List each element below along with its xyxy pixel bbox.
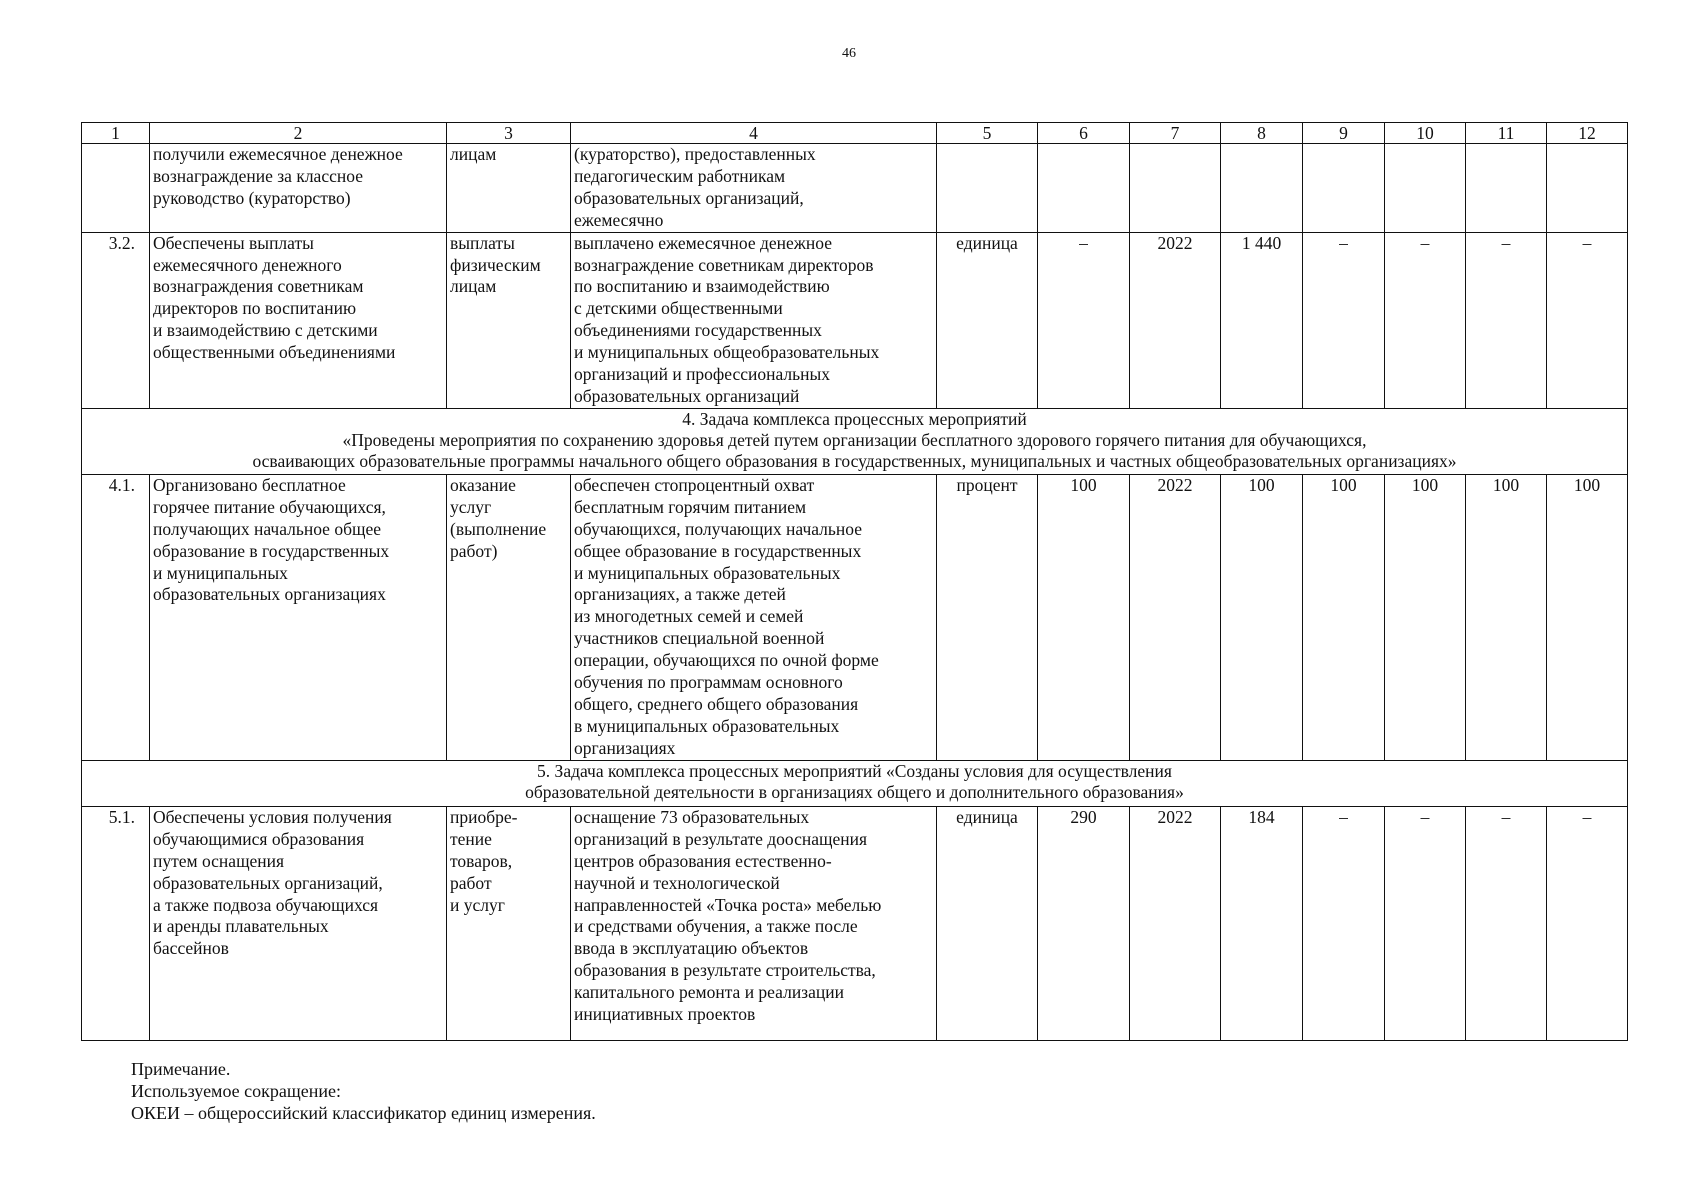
result-name-cell (150, 806, 447, 1040)
page-number: 46 (842, 46, 856, 61)
header-cell: 1 (82, 123, 150, 144)
cell-line: вознаграждение за классное (153, 165, 363, 186)
table-row (82, 474, 1628, 760)
cell-line: обучающихся, получающих начальное (574, 518, 862, 539)
header-cell: 10 (1385, 123, 1466, 144)
cell-line: инициативных проектов (574, 1004, 756, 1025)
value-cell: 1 440 (1221, 232, 1303, 408)
cell-line: участников специальной военной (574, 628, 825, 649)
cell-line: горячее питание обучающихся, (153, 496, 386, 517)
section-title-cell (82, 760, 1628, 806)
value-cell: 2022 (1130, 806, 1221, 1040)
cell-line: объединениями государственных (574, 320, 822, 341)
footnote-line: ОКЕИ – общероссийский классификатор единиц измерения. (131, 1103, 596, 1123)
value-cell: 100 (1303, 474, 1385, 760)
value-cell (1038, 144, 1130, 233)
result-name-cell (150, 144, 447, 233)
cell-line: организациях, а также детей (574, 584, 786, 605)
section-title-line: образовательной деятельности в организациях общего и дополнительного образования» (525, 781, 1184, 802)
cell-line: образовательных организаций, (574, 187, 804, 208)
value-cell: – (1385, 232, 1466, 408)
footnote-line: Примечание. (131, 1059, 231, 1079)
cell-line: ежемесячного денежного (153, 254, 342, 275)
characteristic-cell (571, 474, 937, 760)
cell-line: оснащение 73 образовательных (574, 806, 810, 827)
row-number-cell: 4.1. (82, 474, 150, 760)
value-cell: – (1385, 806, 1466, 1040)
value-cell: 100 (1038, 474, 1130, 760)
cell-line: получающих начальное общее (153, 518, 381, 539)
value-cell: единица (937, 232, 1038, 408)
cell-line: и муниципальных (153, 562, 288, 583)
cell-line: образовательных организаций (574, 385, 800, 406)
cell-line: и услуг (450, 894, 505, 915)
section-title-line: осваивающих образовательные программы начального общего образования в государственных, муниципальных и частных общеобразовательных организациях» (252, 450, 1457, 471)
section-title-line: 4. Задача комплекса процессных мероприятий (682, 408, 1027, 429)
row-number-cell (82, 144, 150, 233)
cell-line: товаров, (450, 850, 513, 871)
header-cell: 8 (1221, 123, 1303, 144)
section-title-cell (82, 408, 1628, 474)
cell-line: образовательных организаций, (153, 872, 383, 893)
cell-line: работ (450, 872, 492, 893)
value-cell: – (1303, 232, 1385, 408)
cell-line: организаций в результате дооснащения (574, 828, 867, 849)
result-type-cell (447, 144, 571, 233)
value-cell: 100 (1547, 474, 1628, 760)
cell-line: общее образование в государственных (574, 540, 862, 561)
cell-line: организациях (574, 737, 676, 758)
table-row (82, 806, 1628, 1040)
value-cell: 184 (1221, 806, 1303, 1040)
cell-line: организаций и профессиональных (574, 364, 830, 385)
cell-line: услуг (450, 496, 492, 517)
value-cell (1466, 144, 1547, 233)
table-header-row (82, 123, 1628, 144)
cell-line: получили ежемесячное денежное (153, 144, 403, 164)
cell-line: научной и технологической (574, 872, 780, 893)
row-number-cell: 3.2. (82, 232, 150, 408)
value-cell (1221, 144, 1303, 233)
header-cell: 9 (1303, 123, 1385, 144)
header-cell: 2 (150, 123, 447, 144)
row-number-cell: 5.1. (82, 806, 150, 1040)
header-cell: 3 (447, 123, 571, 144)
value-cell: 100 (1221, 474, 1303, 760)
cell-line: приобре- (450, 806, 518, 827)
cell-line: и муниципальных образовательных (574, 562, 841, 583)
cell-line: (выполнение (450, 518, 547, 539)
cell-line: директоров по воспитанию (153, 298, 357, 319)
value-cell (1547, 144, 1628, 233)
cell-line: обучающимися образования (153, 828, 365, 849)
cell-line: Обеспечены условия получения (153, 806, 392, 827)
table-body (82, 123, 1628, 1041)
cell-line: руководство (кураторство) (153, 187, 351, 208)
cell-line: образование в государственных (153, 540, 390, 561)
result-type-cell (447, 806, 571, 1040)
cell-line: ввода в эксплуатацию объектов (574, 938, 809, 959)
cell-line: из многодетных семей и семей (574, 606, 804, 627)
result-name-cell (150, 232, 447, 408)
value-cell: единица (937, 806, 1038, 1040)
cell-line: и взаимодействию с детскими (153, 320, 378, 341)
value-cell: 100 (1466, 474, 1547, 760)
cell-line: в муниципальных образовательных (574, 715, 840, 736)
result-type-cell (447, 474, 571, 760)
table-row (82, 232, 1628, 408)
cell-line: лицам (450, 276, 497, 297)
cell-line: образования в результате строительства, (574, 960, 876, 981)
footnote-line: Используемое сокращение: (131, 1081, 341, 1101)
characteristic-cell (571, 806, 937, 1040)
section-row (82, 408, 1628, 474)
section-title-line: 5. Задача комплекса процессных мероприятий «Созданы условия для осуществления (537, 760, 1172, 781)
footnote (131, 1058, 596, 1124)
cell-line: оказание (450, 474, 516, 495)
section-row (82, 760, 1628, 806)
indicators-table (81, 122, 1628, 1041)
cell-line: и муниципальных общеобразовательных (574, 342, 880, 363)
cell-line: по воспитанию и взаимодействию (574, 276, 830, 297)
value-cell: – (1303, 806, 1385, 1040)
section-title-line: «Проведены мероприятия по сохранению здоровья детей путем организации бесплатного здорового горячего питания для обучающихся, (342, 429, 1367, 450)
table-row (82, 144, 1628, 233)
value-cell: 2022 (1130, 232, 1221, 408)
cell-line: Организовано бесплатное (153, 474, 346, 495)
cell-line: Обеспечены выплаты (153, 232, 314, 253)
cell-line: вознаграждение советникам директоров (574, 254, 874, 275)
value-cell (1385, 144, 1466, 233)
cell-line: общественными объединениями (153, 342, 396, 363)
cell-line: а также подвоза обучающихся (153, 894, 379, 915)
characteristic-cell (571, 232, 937, 408)
value-cell (937, 144, 1038, 233)
cell-line: путем оснащения (153, 850, 285, 871)
cell-line: выплачено ежемесячное денежное (574, 232, 832, 253)
cell-line: центров образования естественно- (574, 850, 832, 871)
header-cell: 7 (1130, 123, 1221, 144)
cell-line: капитального ремонта и реализации (574, 982, 844, 1003)
cell-line: ежемесячно (574, 209, 664, 230)
header-cell: 5 (937, 123, 1038, 144)
cell-line: операции, обучающихся по очной форме (574, 650, 879, 671)
value-cell: процент (937, 474, 1038, 760)
value-cell: – (1547, 232, 1628, 408)
value-cell: – (1466, 806, 1547, 1040)
cell-line: с детскими общественными (574, 298, 783, 319)
cell-line: работ) (450, 540, 498, 561)
result-type-cell (447, 232, 571, 408)
cell-line: бесплатным горячим питанием (574, 496, 807, 517)
cell-line: обеспечен стопроцентный охват (574, 474, 815, 495)
result-name-cell (150, 474, 447, 760)
cell-line: общего, среднего общего образования (574, 693, 859, 714)
cell-line: и аренды плавательных (153, 916, 329, 937)
value-cell: 100 (1385, 474, 1466, 760)
cell-line: обучения по программам основного (574, 672, 843, 693)
cell-line: бассейнов (153, 938, 229, 959)
header-cell: 12 (1547, 123, 1628, 144)
cell-line: педагогическим работникам (574, 165, 786, 186)
value-cell: 2022 (1130, 474, 1221, 760)
value-cell (1303, 144, 1385, 233)
cell-line: выплаты (450, 232, 515, 253)
cell-line: направленностей «Точка роста» мебелью (574, 894, 882, 915)
cell-line: образовательных организациях (153, 584, 386, 605)
cell-line: и средствами обучения, а также после (574, 916, 858, 937)
value-cell: – (1038, 232, 1130, 408)
cell-line: лицам (450, 144, 497, 164)
header-cell: 4 (571, 123, 937, 144)
cell-line: физическим (450, 254, 541, 275)
cell-line: вознаграждения советникам (153, 276, 364, 297)
value-cell: 290 (1038, 806, 1130, 1040)
cell-line: тение (450, 828, 492, 849)
value-cell (1130, 144, 1221, 233)
header-cell: 11 (1466, 123, 1547, 144)
cell-line: (кураторство), предоставленных (574, 144, 816, 164)
value-cell: – (1547, 806, 1628, 1040)
characteristic-cell (571, 144, 937, 233)
header-cell: 6 (1038, 123, 1130, 144)
value-cell: – (1466, 232, 1547, 408)
